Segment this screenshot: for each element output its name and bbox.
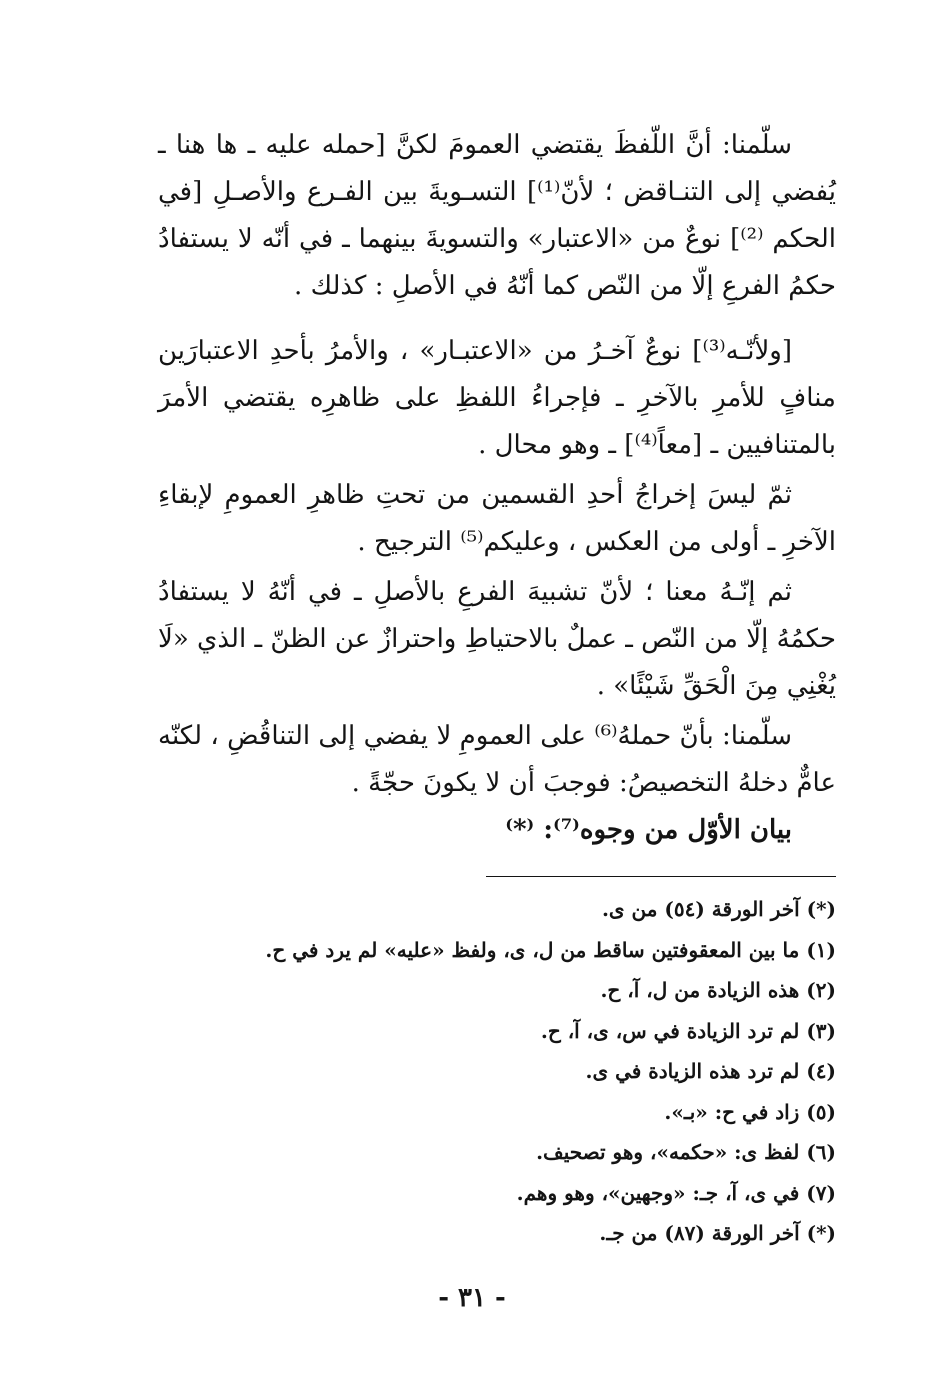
section-heading: بيان الأوّل من وجوه⁽⁷⁾: ⁽*⁾ (505, 815, 792, 845)
footnote: (١) ما بين المعقوفتين ساقط من ل، ى، ولفظ «عليه» لم يرد في ح. (265, 937, 836, 962)
footnote: (*) آخر الورقة (٨٧) من جـ. (599, 1221, 836, 1245)
paragraph: [ولأنّـه⁽³⁾] نوعٌ آخـرُ من «الاعتبـار» ، والأمرُ بأحدِ الاعتبارَين منافٍ للأمرِ بالآخرِ ـ فإجراءُ اللفظِ على ظاهرِه يقتضي الأمرَ بالمتنافيين ـ [معاً⁽⁴⁾] ـ وهو محال . (158, 336, 836, 460)
footnote: (*) آخر الورقة (٥٤) من ى. (601, 897, 836, 921)
footnotes (265, 889, 836, 1254)
footnote: (٦) لفظ ى: «حكمه»، وهو تصحيف. (536, 1140, 836, 1164)
footnote: (٧) في ى، آ، جـ: «وجهين»، وهو وهم. (516, 1180, 836, 1205)
footnote: (٤) لم ترد هذه الزيادة في ى. (585, 1059, 836, 1083)
footnote: (٢) هذه الزيادة من ل، آ، ح. (600, 978, 836, 1002)
body-text (158, 122, 836, 854)
paragraph: ثمّ ليسَ إخراجُ أحدِ القسمين من تحتِ ظاهرِ العمومِ لإبقاءِ الآخرِ ـ أولى من العكس ، وعليكم⁽⁵⁾ الترجيح . (158, 480, 836, 557)
page-number: - ٣١ - (438, 1283, 506, 1313)
footnote: (٣) لم ترد الزيادة في س، ى، آ، ح. (540, 1018, 836, 1043)
footnote: (٥) زاد في ح: «بـ». (664, 1099, 836, 1124)
paragraph: ثم إنّـهُ معنا ؛ لأنّ تشبيهَ الفرعِ بالأصلِ ـ في أنّهُ لا يستفادُ حكمُهُ إلّا من النّص ـ عملٌ بالاحتياطِ واحترازٌ عن الظنّ ـ الذي «لَا يُغْنِي مِنَ الْحَقِّ شَيْئًا» . (158, 577, 836, 701)
footnote-divider (486, 876, 836, 877)
paragraph: سلّمنا: أنَّ اللّفظَ يقتضي العمومَ لكنَّ [حمله عليه ـ ها هنا ـ يُفضي إلى التنـاقض ؛ لأنّ⁽¹⁾] التسـويةَ بين الفـرع والأصـلِ [في الحكم ⁽²⁾] نوعٌ من «الاعتبار» والتسويةَ بينهما ـ في أنّه لا يستفادُ حكمُ الفرعِ إلّا من النّص كما أنّهُ في الأصلِ : كذلك . (158, 130, 836, 301)
paragraph: سلّمنا: بأنّ حملهُ⁽⁶⁾ على العمومِ لا يفضي إلى التناقُضِ ، لكنّه عامٌّ دخلهُ التخصيصُ: فوجبَ أن لا يكونَ حجّةً . (158, 721, 836, 798)
